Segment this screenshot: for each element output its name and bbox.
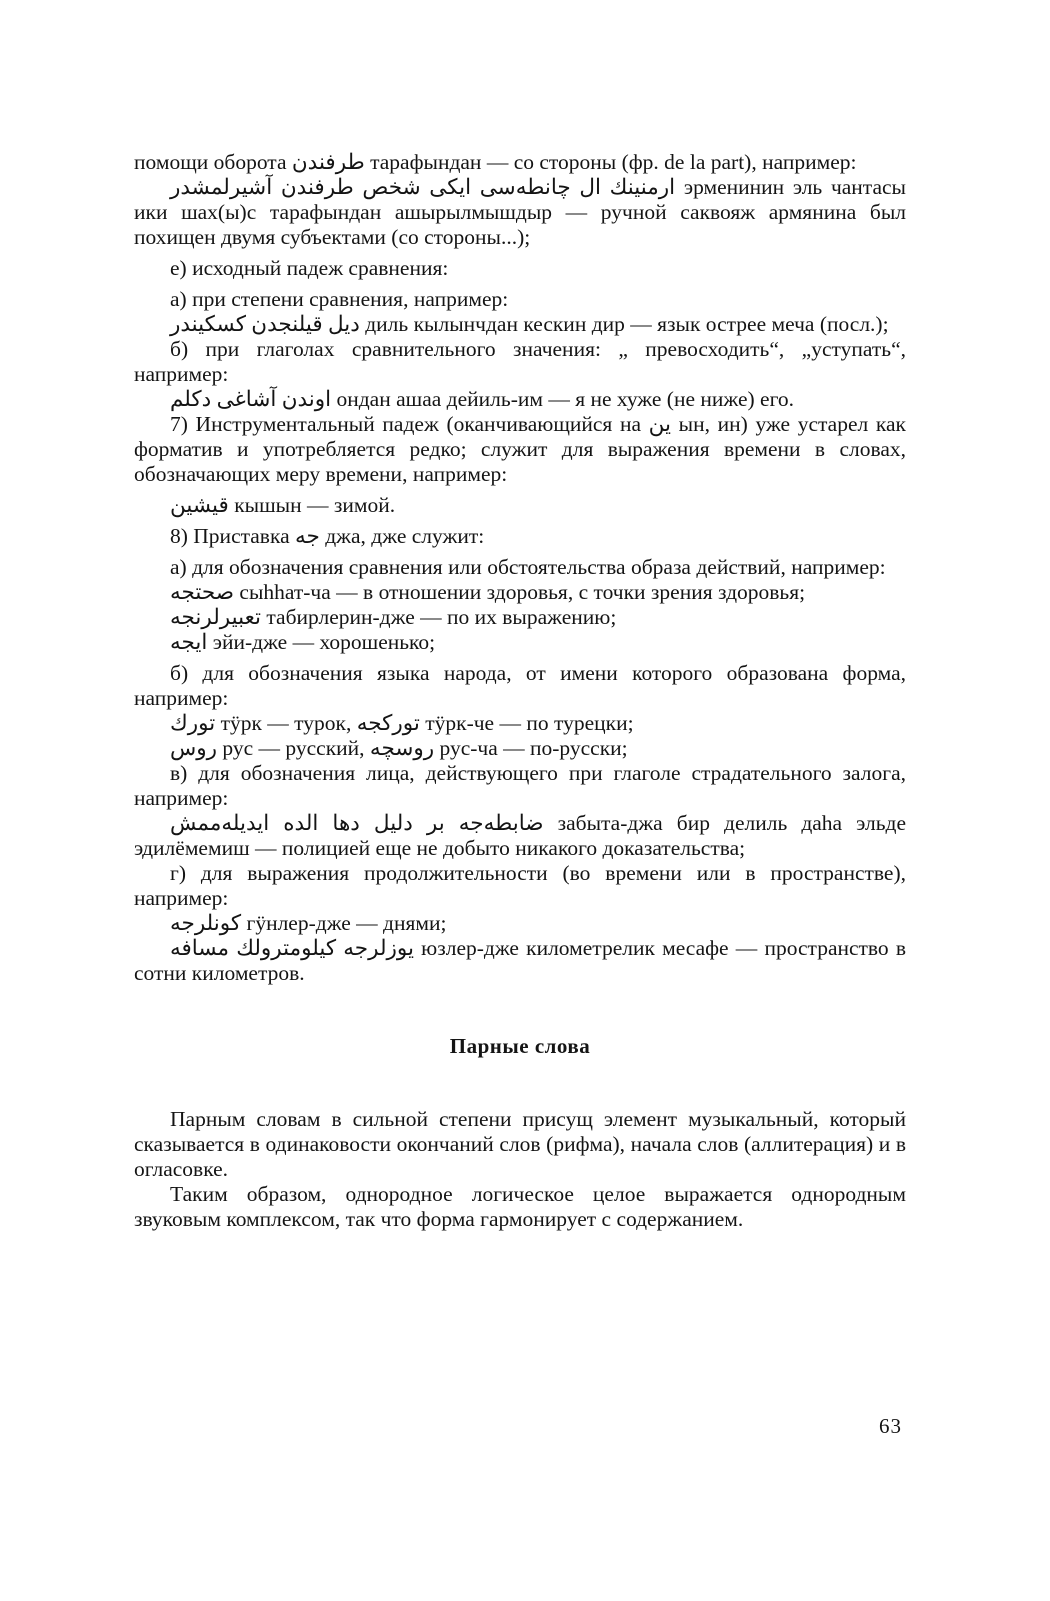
text-paragraph: помощи оборота طرفندن тарафындан — со стороны (фр. de la part), например: — [134, 150, 857, 174]
subitem-paragraph: г) для выражения продолжительности (во времени или в пространстве), например: — [134, 861, 906, 910]
section-heading: Парные слова — [449, 1034, 591, 1058]
subitem-paragraph: б) для обозначения языка народа, от имени которого образована форма, например: — [134, 661, 906, 710]
case-heading-paragraph: е) исходный падеж сравнения: — [170, 256, 449, 280]
subitem-paragraph: в) для обозначения лица, действующего при глаголе страдательного залога, например: — [134, 761, 906, 810]
page-body — [134, 150, 906, 1232]
example-paragraph: اوندن آشاغى دكلم ондан ашаа дейиль-им — я не хуже (не ниже) его. — [170, 387, 794, 411]
text-paragraph: Парным словам в сильной степени присущ элемент музыкальный, который сказывается в одинаковости окончаний слов (рифма), начала слов (аллитерация) и в огласовке. — [134, 1107, 906, 1181]
page-number: 63 — [879, 1414, 902, 1438]
example-paragraph: ضابطەجه بر دليل دها الده ايديلەممش забыта-джа бир делиль даhа эльде эдилёмемиш — полицией еще не добыто никакого доказательства; — [134, 811, 906, 860]
text-paragraph: Таким образом, однородное логическое целое выражается однородным звуковым комплексом, так что форма гармонирует с содержанием. — [134, 1182, 906, 1231]
example-paragraph: تورك тӱрк — турок, توركجه тӱрк-че — по турецки; — [170, 711, 634, 735]
example-paragraph: صحتجه сыhhат-ча — в отношении здоровья, с точки зрения здоровья; — [170, 580, 806, 604]
example-paragraph: ايجه эйи-дже — хорошенько; — [170, 630, 436, 654]
example-paragraph: قيشين кышын — зимой. — [170, 493, 396, 517]
example-paragraph: روس рус — русский, روسچه рус-ча — по-русски; — [170, 736, 628, 760]
subitem-paragraph: б) при глаголах сравнительного значения: „ превосходить“, „уступать“, например: — [134, 337, 906, 386]
text-paragraph: 7) Инструментальный падеж (оканчивающийся на ين ын, ин) уже устарел как форматив и употребляется редко; служит для выражения времени в словах, обозначающих меру времени, например: — [134, 412, 906, 486]
example-paragraph: ديل قيلنجدن كسكيندر диль кылынчдан кескин дир — язык острее меча (посл.); — [170, 312, 889, 336]
example-paragraph: يوزلرجه كيلومترولك مسافه юзлер-дже километрелик месафе — пространство в сотни километров. — [134, 936, 907, 985]
example-paragraph: ارمنينك ال چانطەسى ايكى شخص طرفندن آشيرلمشدر эрменинин эль чантасы ики шах(ы)с тарафындан ашырылмышдыр — ручной саквояж армянина был похищен двумя субъектами (со стороны...); — [134, 175, 906, 249]
text-paragraph: 8) Приставка جه джа, дже служит: — [170, 524, 485, 548]
subitem-paragraph: а) при степени сравнения, например: — [170, 287, 509, 311]
subitem-paragraph: а) для обозначения сравнения или обстоятельства образа действий, например: — [170, 555, 886, 579]
example-paragraph: تعبيرلرنجه табирлерин-дже — по их выражению; — [170, 605, 617, 629]
example-paragraph: كونلرجه гӱнлер-дже — днями; — [170, 911, 447, 935]
